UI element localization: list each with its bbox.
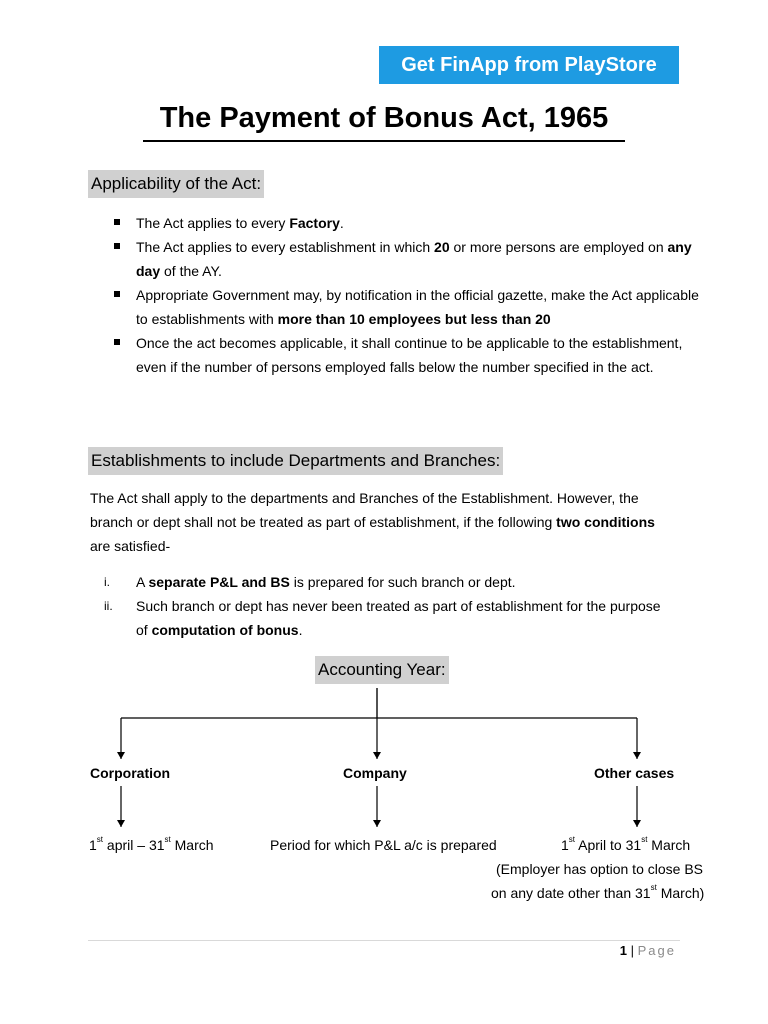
- get-finapp-banner[interactable]: Get FinApp from PlayStore: [379, 46, 679, 84]
- list-item: The Act applies to every establishment in which 20 or more persons are employed on any day of the AY.: [90, 235, 700, 283]
- establishments-heading: Establishments to include Departments and Branches:: [88, 447, 503, 475]
- corporation-period: 1st april – 31st March: [89, 835, 214, 853]
- company-period: Period for which P&L a/c is prepared: [270, 837, 497, 853]
- list-number: ii.: [104, 599, 113, 613]
- corporation-node: Corporation: [90, 765, 171, 781]
- accounting-year-heading: Accounting Year:: [315, 656, 449, 684]
- footer-divider: [88, 940, 680, 941]
- page-word: Page: [637, 943, 676, 958]
- page-number: 1: [619, 943, 628, 958]
- page-footer: 1 | Page: [619, 943, 676, 958]
- other-cases-node: Other cases: [594, 765, 675, 781]
- page-title: The Payment of Bonus Act, 1965: [143, 98, 625, 142]
- applicability-heading: Applicability of the Act:: [88, 170, 264, 198]
- company-node: Company: [343, 765, 407, 781]
- list-number: i.: [104, 575, 110, 589]
- list-item: i. A separate P&L and BS is prepared for such branch or dept.: [90, 570, 670, 594]
- other-cases-note-2: on any date other than 31st March): [491, 883, 705, 901]
- other-cases-period: 1st April to 31st March: [561, 835, 691, 853]
- other-cases-note-1: (Employer has option to close BS: [496, 861, 703, 877]
- establishments-paragraph: The Act shall apply to the departments and Branches of the Establishment. However, the branch or dept shall not be treated as part of establishment, if the following two conditions are satisfied-: [90, 490, 655, 554]
- list-item: ii. Such branch or dept has never been treated as part of establishment for the purpose of computation of bonus.: [90, 594, 670, 642]
- list-item: Appropriate Government may, by notification in the official gazette, make the Act applicable to establishments with more than 10 employees but less than 20: [90, 283, 700, 331]
- list-item: Once the act becomes applicable, it shall continue to be applicable to the establishment, even if the number of persons employed falls below the number specified in the act.: [90, 331, 700, 379]
- list-item: The Act applies to every Factory.: [90, 211, 700, 235]
